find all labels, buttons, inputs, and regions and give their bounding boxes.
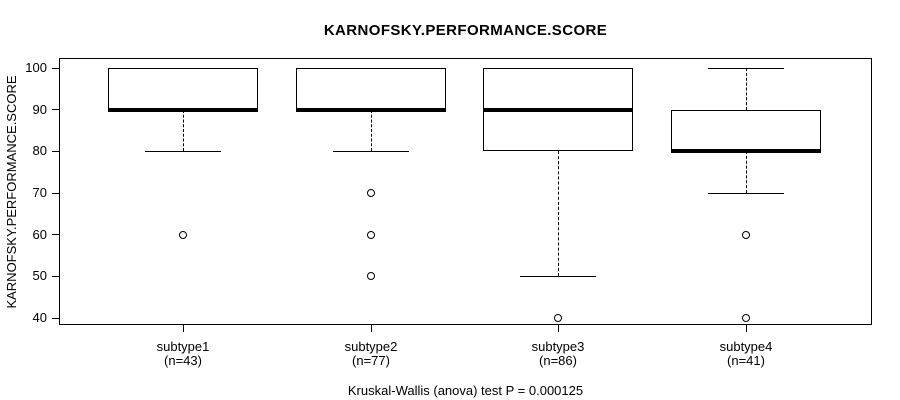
outlier-point xyxy=(742,314,750,322)
iqr-box xyxy=(296,68,446,110)
stat-test-caption: Kruskal-Wallis (anova) test P = 0.000125 xyxy=(347,383,584,398)
iqr-box xyxy=(108,68,258,110)
outlier-point xyxy=(554,314,562,322)
y-tick-label: 70 xyxy=(32,185,47,200)
group-label: subtype1 xyxy=(156,339,210,354)
y-tick-label: 100 xyxy=(25,60,47,75)
group-n-label: (n=41) xyxy=(727,353,765,368)
group-label: subtype4 xyxy=(719,339,773,354)
y-axis-tick xyxy=(52,151,59,152)
group-n-label: (n=43) xyxy=(164,353,202,368)
y-tick-label: 50 xyxy=(32,268,47,284)
median-line xyxy=(671,149,821,153)
y-tick-label: 90 xyxy=(32,101,47,117)
y-axis-tick xyxy=(52,318,59,319)
median-line xyxy=(483,108,633,112)
lower-whisker xyxy=(746,151,747,193)
upper-whisker-cap xyxy=(708,68,784,69)
y-axis-tick xyxy=(52,276,59,277)
outlier-point xyxy=(742,231,750,239)
lower-whisker xyxy=(183,110,184,152)
x-axis-tick xyxy=(183,325,184,332)
lower-whisker-cap xyxy=(333,151,409,152)
x-category-label xyxy=(103,340,263,367)
x-axis-tick xyxy=(746,325,747,332)
outlier-point xyxy=(367,189,375,197)
lower-whisker-cap xyxy=(708,193,784,194)
y-axis-tick xyxy=(52,234,59,235)
x-axis-tick xyxy=(371,325,372,332)
group-n-label: (n=86) xyxy=(539,353,577,368)
outlier-point xyxy=(179,231,187,239)
lower-whisker-cap xyxy=(145,151,221,152)
x-category-label xyxy=(291,340,451,367)
x-category-label xyxy=(666,340,826,367)
y-tick-label: 80 xyxy=(32,143,47,159)
y-axis-tick xyxy=(52,68,59,69)
upper-whisker xyxy=(746,68,747,110)
y-tick-label: 60 xyxy=(32,226,47,242)
outlier-point xyxy=(367,231,375,239)
lower-whisker xyxy=(558,151,559,276)
y-axis-label: KARNOFSKY.PERFORMANCE.SCORE xyxy=(4,75,19,309)
group-label: subtype3 xyxy=(531,339,585,354)
group-label: subtype2 xyxy=(344,339,398,354)
y-tick-label: 40 xyxy=(32,310,47,325)
lower-whisker xyxy=(371,110,372,152)
x-category-label xyxy=(478,340,638,367)
y-axis-tick xyxy=(52,109,59,110)
lower-whisker-cap xyxy=(520,276,596,277)
group-n-label: (n=77) xyxy=(352,353,390,368)
chart-title: KARNOFSKY.PERFORMANCE.SCORE xyxy=(323,22,608,39)
median-line xyxy=(296,108,446,112)
iqr-box xyxy=(671,110,821,152)
median-line xyxy=(108,108,258,112)
y-axis-tick xyxy=(52,193,59,194)
x-axis-tick xyxy=(558,325,559,332)
